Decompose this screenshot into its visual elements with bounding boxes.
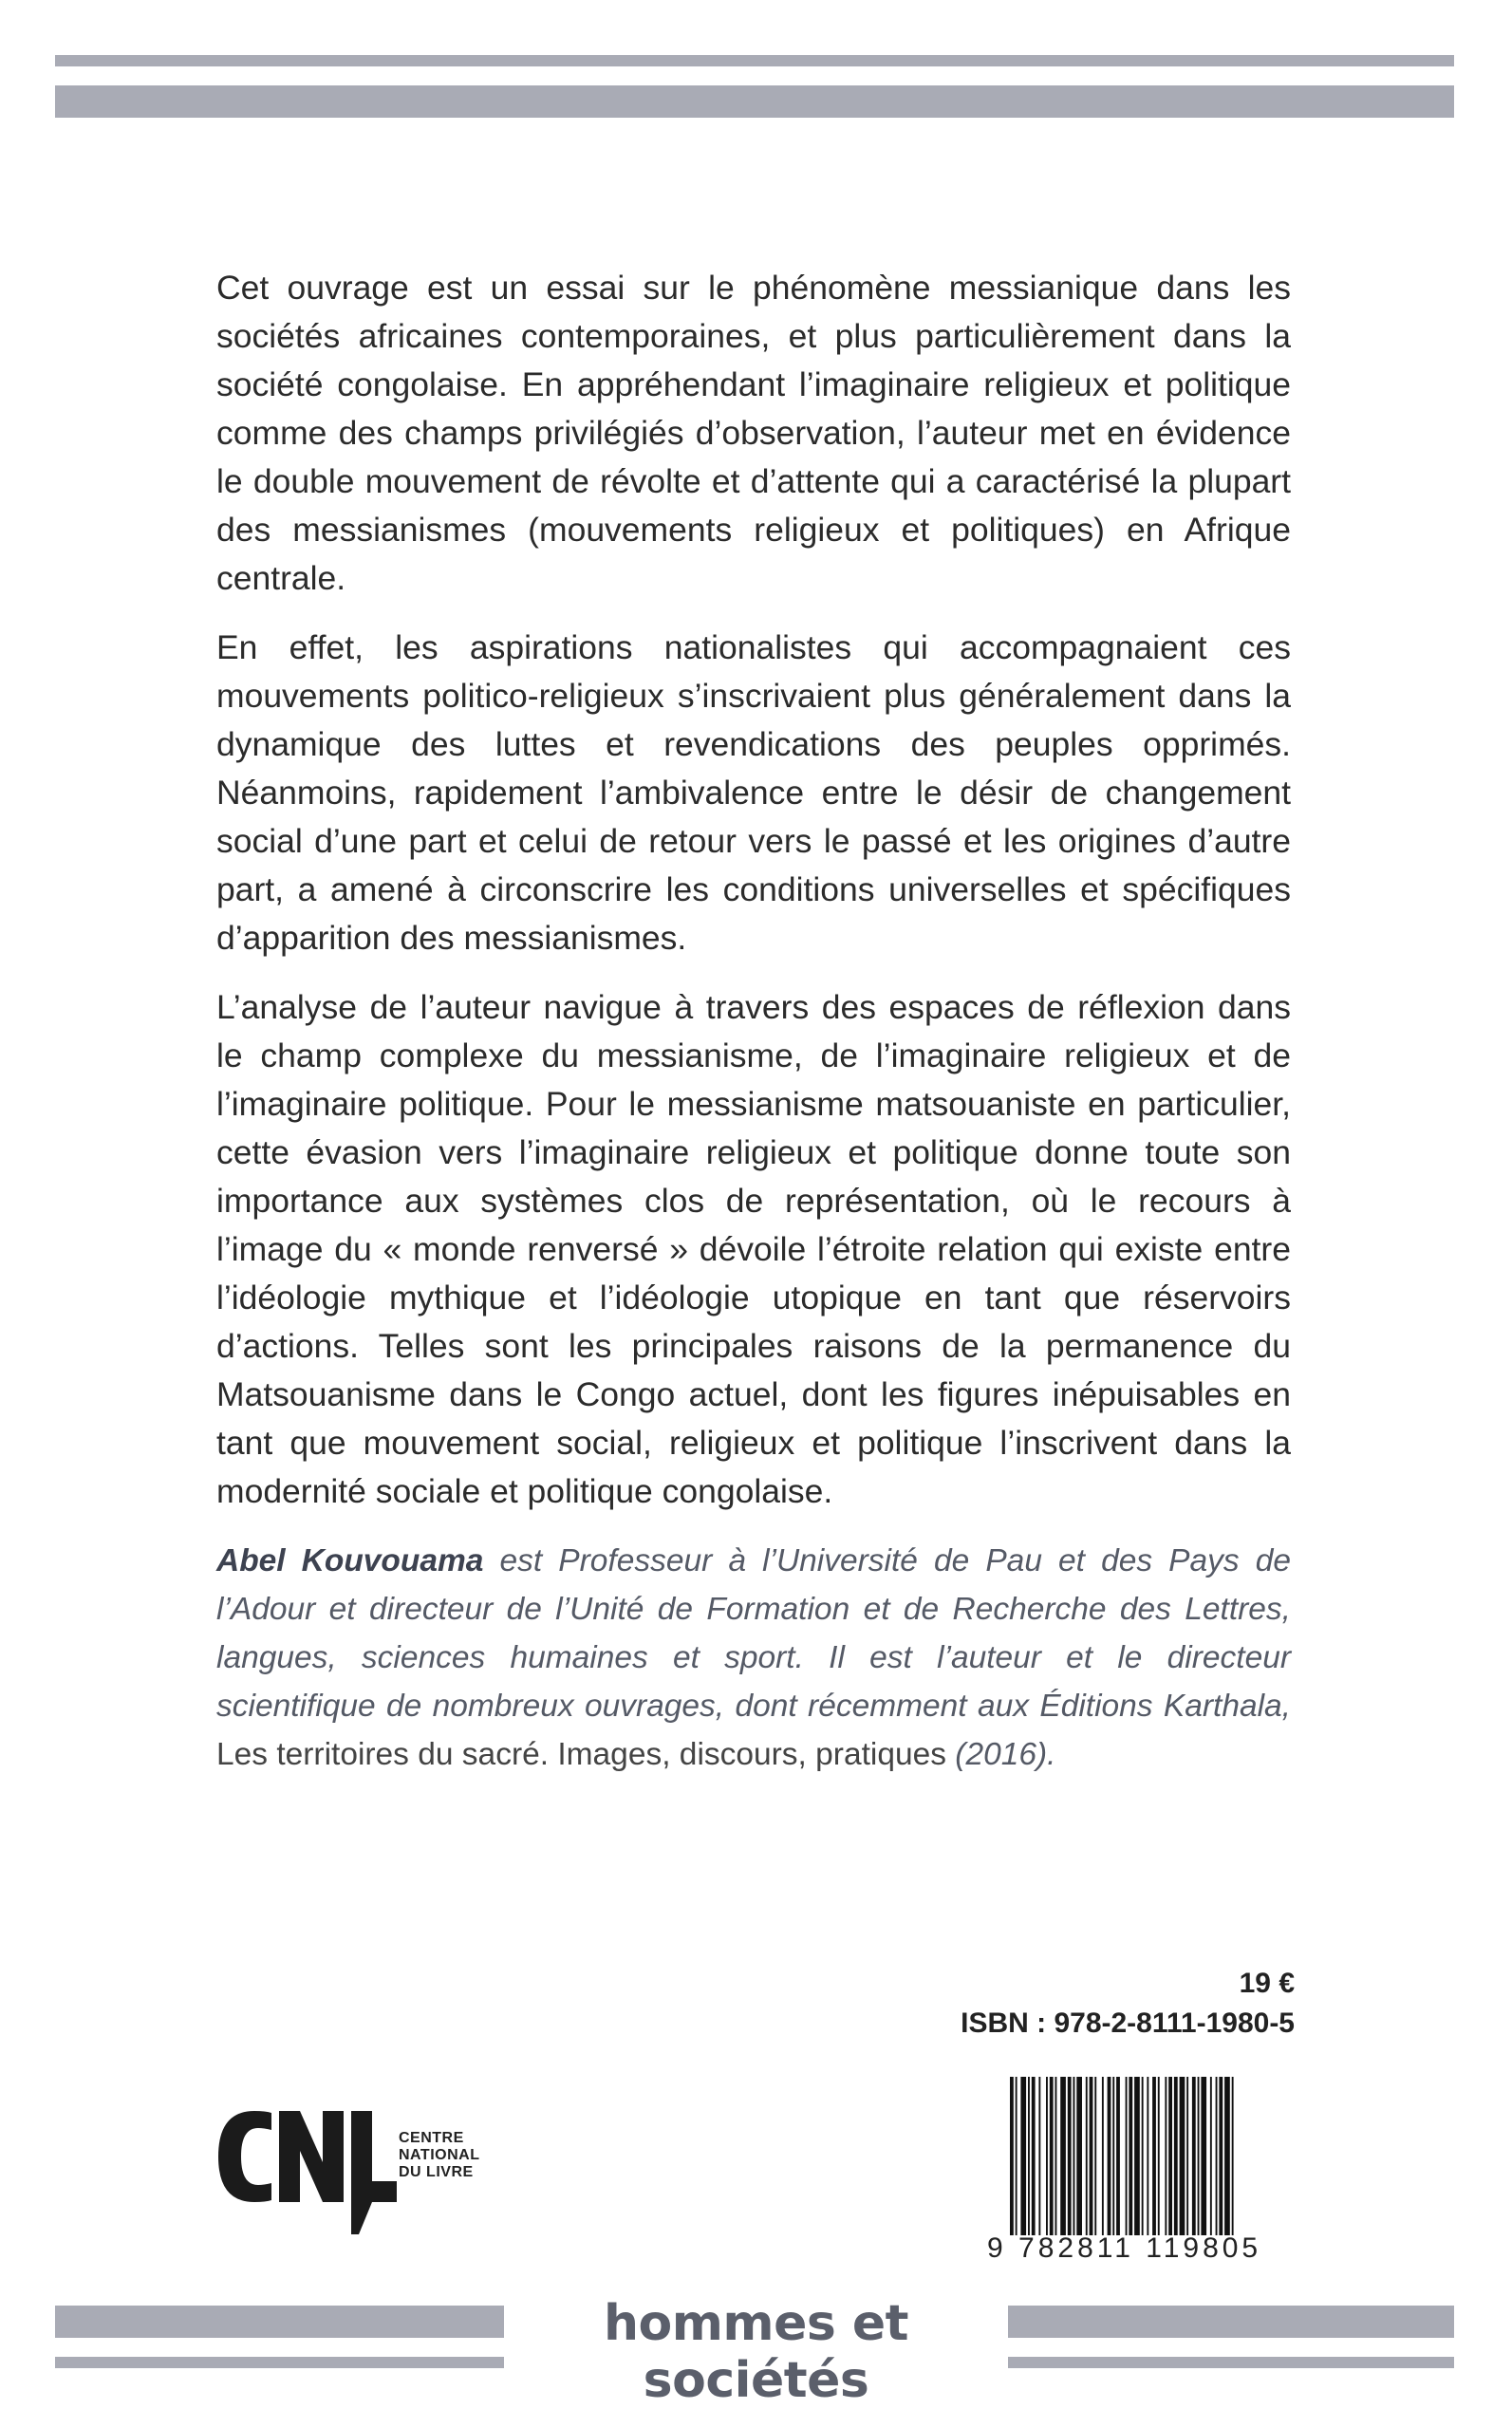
author-bio-text: est Professeur à l’Université de Pau et des Pays de l’Adour et directeur de l’Unité de Formation et de Recherche des Lettres, langues, sciences humaines et sport. Il est l’auteur et le directeur scientifique de nombreux ouvrages, dont récemment aux Éditions Karthala, [216,1543,1291,1724]
author-name: Abel Kouvouama [216,1543,484,1578]
barcode-bar [1076,2077,1082,2235]
barcode-bar [1028,2077,1030,2235]
barcode-bar [1090,2077,1093,2235]
barcode-bar [1192,2077,1196,2235]
barcode-bar [1142,2077,1144,2235]
top-decorative-bar-thin [55,55,1454,66]
barcode-bar [1186,2077,1188,2235]
barcode-bar [1219,2077,1223,2235]
barcode-bar [1147,2077,1148,2235]
barcode-bar [1198,2077,1200,2235]
barcode-bar [1174,2077,1178,2235]
barcode-bar [1102,2077,1104,2235]
bottom-decorative-bar-left-thin [55,2357,504,2368]
barcode-bar [1038,2077,1040,2235]
bottom-decorative-bar-right [1008,2306,1454,2338]
barcode-bar [1180,2077,1185,2235]
barcode-bar [1152,2077,1156,2235]
barcode-bar [1068,2077,1072,2235]
barcode-bar [1055,2077,1057,2235]
book-reference-year: (2016). [945,1737,1056,1772]
barcode-bar [1210,2077,1212,2235]
barcode-bar [1232,2077,1234,2235]
barcode-bar [1108,2077,1111,2235]
top-decorative-bar-thick [55,85,1454,118]
collection-name: hommes et sociétés [603,2295,909,2409]
summary-paragraph-2: En effet, les aspirations nationalistes qui accompagnaient ces mouvements politico-religieux s’inscrivaient plus généralement dans la dynamique des luttes et revendications des peuples opprimés. Néanmoins, rapidement l’ambivalence entre le désir de changement social d’une part et celui de retour vers le passé et les origines d’autre part, a amené à circonscrire les conditions universelles et spécifiques d’apparition des messianismes. [216,628,1291,957]
barcode-bar [1094,2077,1096,2235]
barcode-bar [1168,2077,1172,2235]
barcode-bar [1201,2077,1206,2235]
barcode-bar [1158,2077,1160,2235]
bottom-decorative-bar-left [55,2306,504,2338]
barcode-bar [1010,2077,1014,2235]
barcode-bar [1050,2077,1054,2235]
barcode-bar [1134,2077,1140,2235]
cnl-subtitle-line-2: NATIONAL [399,2147,480,2163]
summary-paragraph-3: L’analyse de l’auteur navigue à travers des espaces de réflexion dans le champ complexe du messianisme, de l’imaginaire religieux et de l’imaginaire politique. Pour le messianisme matsouaniste en particulier, cette évasion vers l’imaginaire religieux et politique donne toute son importance aux systèmes clos de représentation, où le recours à l’image du « monde renversé » dévoile l’étroite relation qui existe entre l’idéologie mythique et l’idéologie utopique en tant que réservoirs d’actions. Telles sont les principales raisons de la permanence du Matsouanisme dans le Congo actuel, dont les figures inépuisables en tant que mouvement social, religieux et politique l’inscrivent dans la modernité sociale et politique congolaise. [216,988,1291,1510]
barcode-bar [1016,2077,1017,2235]
barcode-bar [1046,2077,1048,2235]
isbn: ISBN : 978-2-8111-1980-5 [961,2008,1295,2039]
back-cover-text [216,264,1291,1800]
summary-paragraph-1: Cet ouvrage est un essai sur le phénomène messianique dans les sociétés africaines contemporaines, et plus particulièrement dans la société congolaise. En appréhendant l’imaginaire religieux et politique comme des champs privilégiés d’observation, l’auteur met en évidence le double mouvement de révolte et d’attente qui a caractérisé la plupart des messianismes (mouvements religieux et politiques) en Afrique centrale. [216,269,1291,597]
barcode-bar [1112,2077,1114,2235]
price: 19 € [1239,1968,1295,1999]
barcode-bar [1126,2077,1128,2235]
barcode-bar [1116,2077,1120,2235]
barcode-bar [1129,2077,1132,2235]
barcode-bar [1224,2077,1230,2235]
barcode-bar [1216,2077,1218,2235]
barcode-digits: 9 782811 119805 [987,2232,1262,2264]
barcode-bar [1073,2077,1075,2235]
cnl-subtitle-line-3: DU LIVRE [399,2164,474,2180]
cnl-subtitle-line-1: CENTRE [399,2130,464,2146]
cnl-logo-subtitle [399,2130,479,2181]
book-reference-title: Les territoires du sacré. Images, discours, pratiques [216,1737,946,1772]
barcode-bar [1165,2077,1167,2235]
bottom-decorative-bar-right-thin [1008,2357,1454,2368]
isbn-barcode [1008,2077,1295,2235]
barcode-bar [1032,2077,1036,2235]
barcode-bar [1060,2077,1066,2235]
barcode-bar [1086,2077,1088,2235]
author-bio [216,1537,1291,1779]
barcode-bar [1020,2077,1026,2235]
